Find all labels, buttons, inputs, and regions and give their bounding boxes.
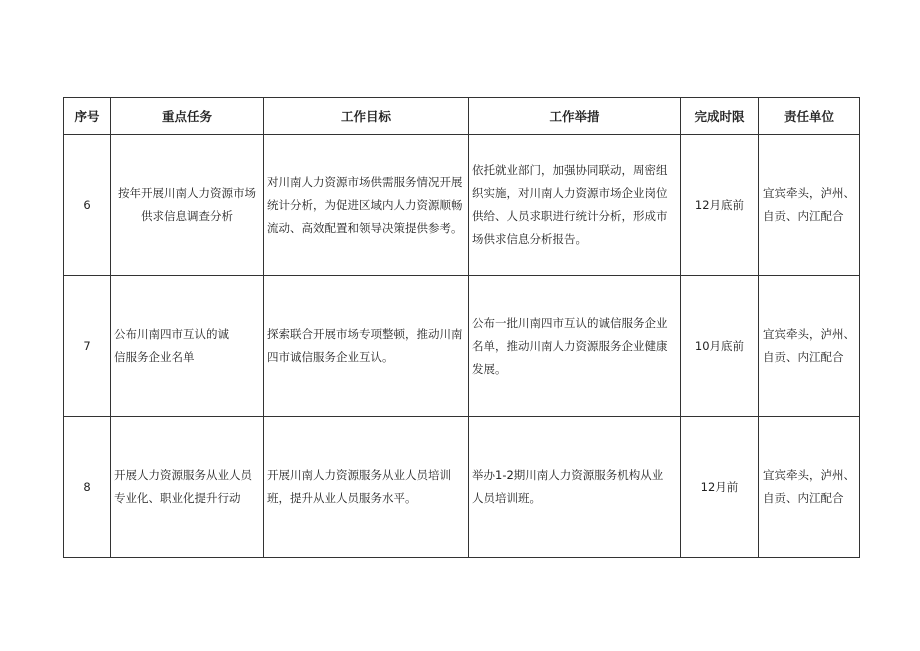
row-goal: 开展川南人力资源服务从业人员培训 班，提升从业人员服务水平。	[264, 417, 469, 558]
row-no: 6	[64, 135, 111, 276]
row-unit: 宜宾牵头，泸州、 自贡、内江配合	[759, 417, 860, 558]
header-no: 序号	[64, 98, 111, 135]
header-task: 重点任务	[111, 98, 264, 135]
header-measure: 工作举措	[469, 98, 681, 135]
row-no: 8	[64, 417, 111, 558]
row-measure: 公布一批川南四市互认的诚信服务企业 名单，推动川南人力资源服务企业健康 发展。	[469, 276, 681, 417]
row-task: 开展人力资源服务从业人员 专业化、职业化提升行动	[111, 417, 264, 558]
row-task: 公布川南四市互认的诚 信服务企业名单	[111, 276, 264, 417]
task-table	[63, 97, 860, 558]
row-goal: 对川南人力资源市场供需服务情况开展 统计分析，为促进区域内人力资源顺畅 流动、高效配置和领导决策提供参考。	[264, 135, 469, 276]
row-no: 7	[64, 276, 111, 417]
table-row	[64, 276, 860, 417]
row-measure: 依托就业部门，加强协同联动，周密组 织实施，对川南人力资源市场企业岗位 供给、人员求职进行统计分析，形成市 场供求信息分析报告。	[469, 135, 681, 276]
row-deadline: 10月底前	[681, 276, 759, 417]
row-measure: 举办1-2期川南人力资源服务机构从业 人员培训班。	[469, 417, 681, 558]
header-deadline: 完成时限	[681, 98, 759, 135]
header-goal: 工作目标	[264, 98, 469, 135]
row-unit: 宜宾牵头，泸州、 自贡、内江配合	[759, 135, 860, 276]
header-unit: 责任单位	[759, 98, 860, 135]
row-deadline: 12月底前	[681, 135, 759, 276]
table-row	[64, 417, 860, 558]
row-goal: 探索联合开展市场专项整顿，推动川南 四市诚信服务企业互认。	[264, 276, 469, 417]
row-unit: 宜宾牵头，泸州、 自贡、内江配合	[759, 276, 860, 417]
table-row	[64, 135, 860, 276]
table-header-row	[64, 98, 860, 135]
row-task: 按年开展川南人力资源市场 供求信息调查分析	[111, 135, 264, 276]
row-deadline: 12月前	[681, 417, 759, 558]
